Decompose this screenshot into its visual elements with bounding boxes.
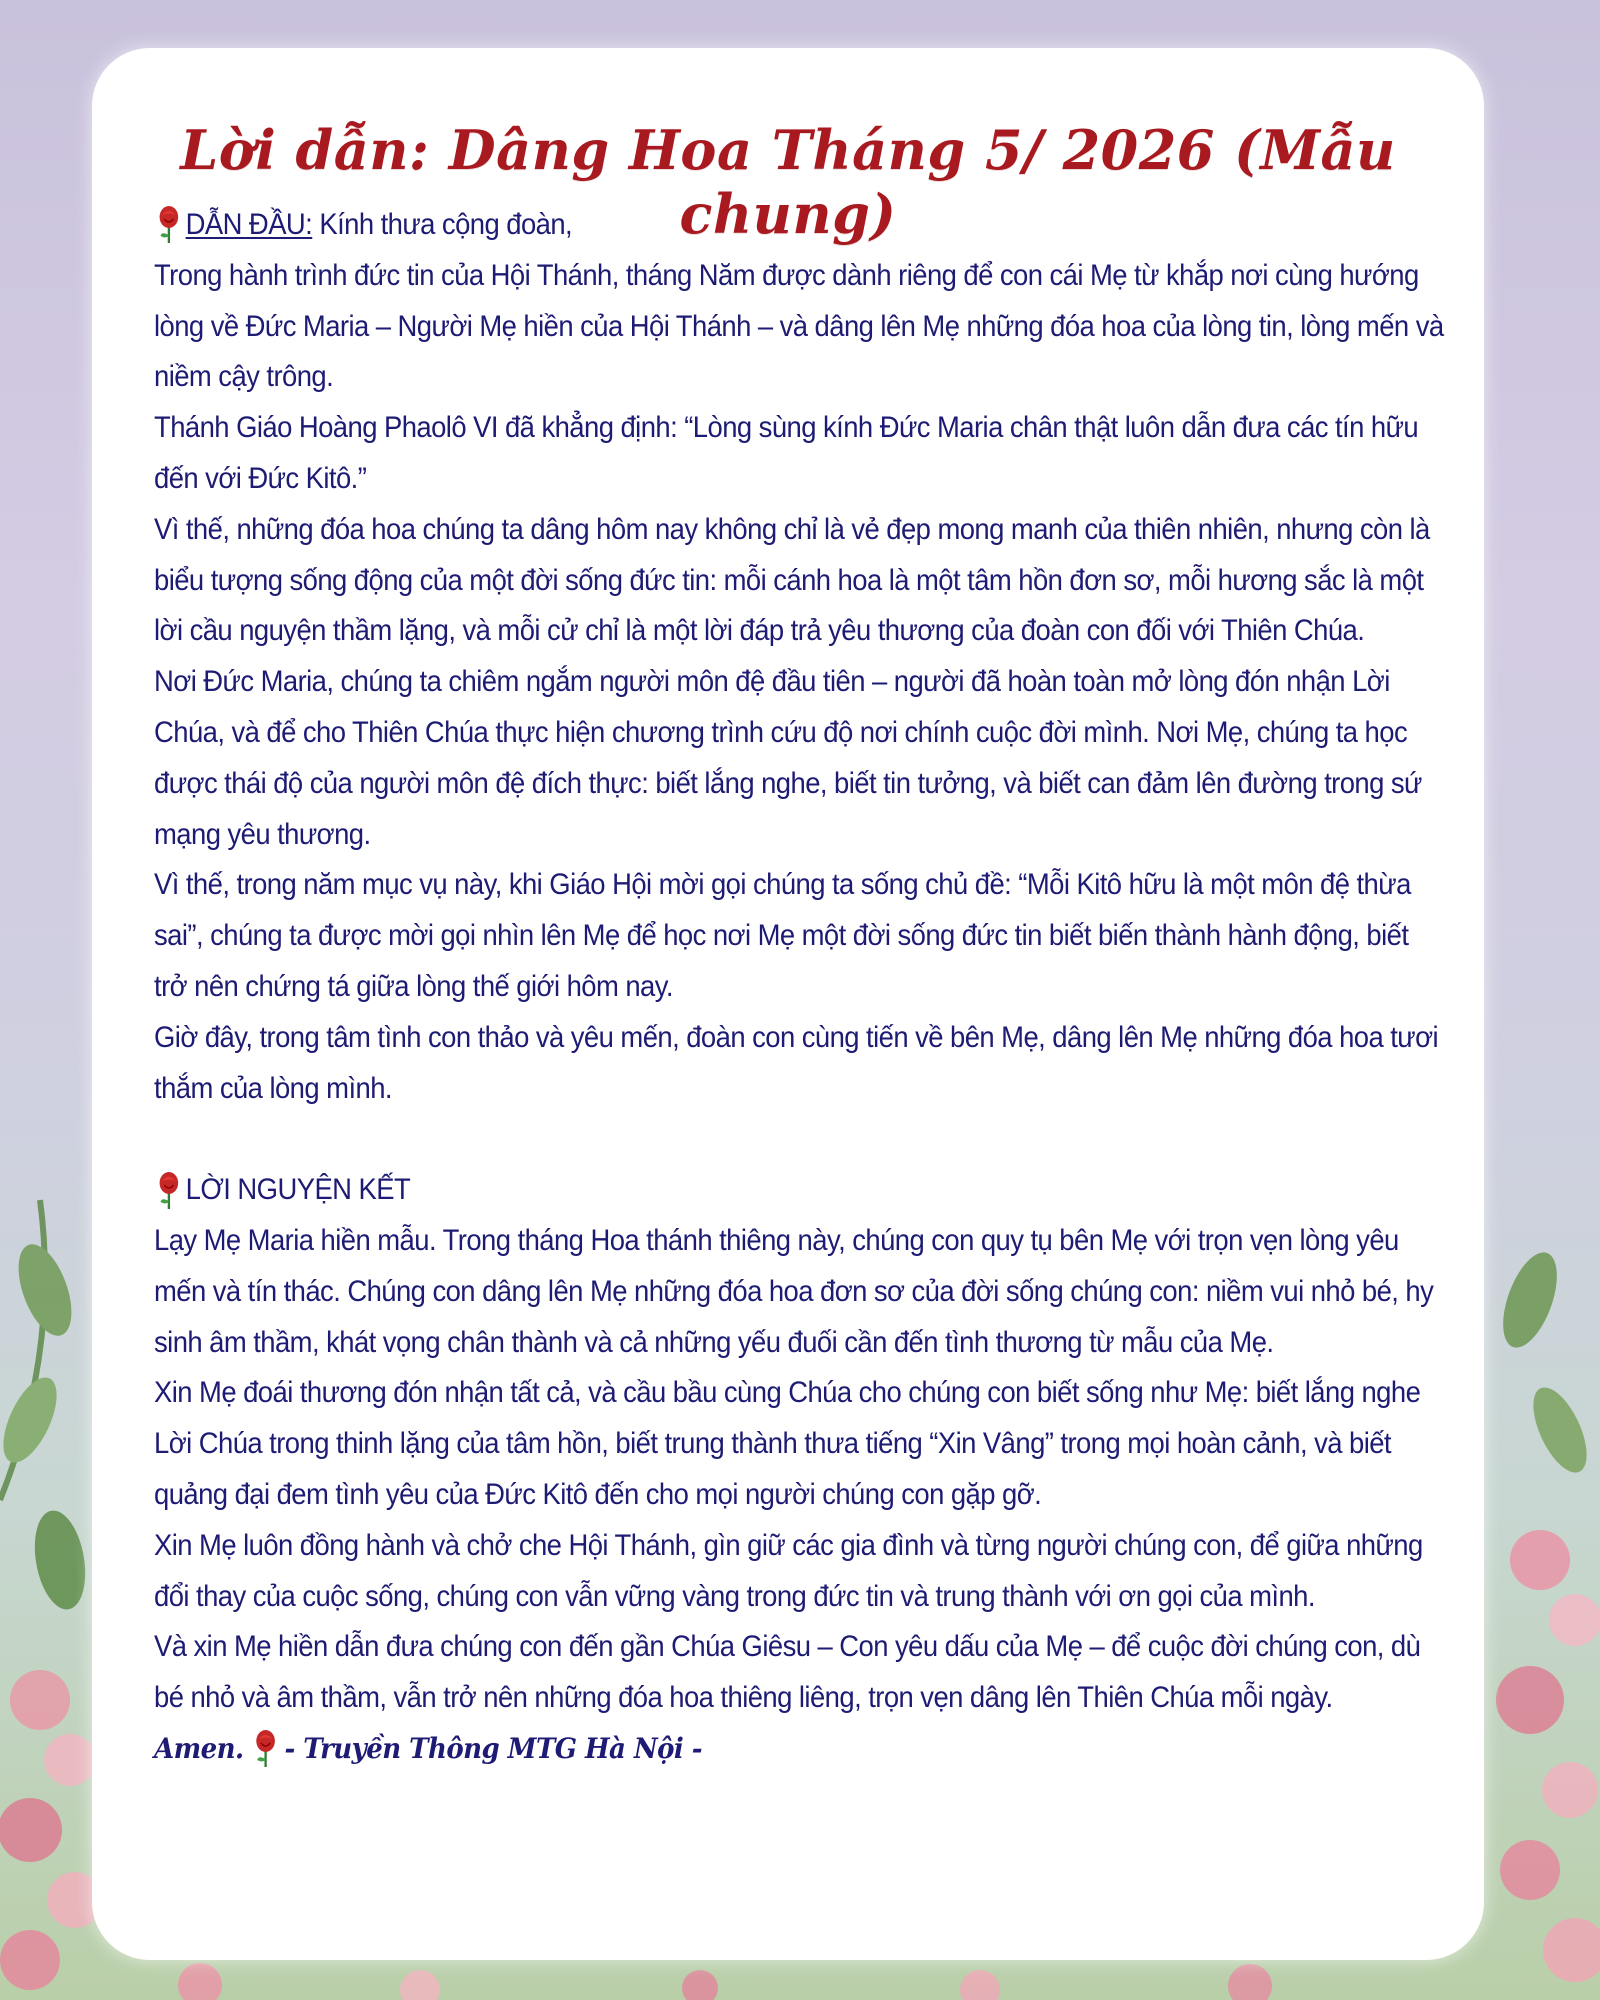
intro-paragraph: Nơi Đức Maria, chúng ta chiêm ngắm người môn đệ đầu tiên – người đã hoàn toàn mở lòng đón nhận Lời Chúa, và để cho Thiên Chúa thực hiện chương trình cứu độ nơi chính cuộc đời mình. Nơi Mẹ, chúng ta học được thái độ của người môn đệ đích thực: biết lắng nghe, biết tin tưởng, và biết can đảm lên đường trong sứ mạng yêu thương. [154,665,1422,851]
intro-paragraph: Thánh Giáo Hoàng Phaolô VI đã khẳng định: “Lòng sùng kính Đức Maria chân thật luôn dẫn đưa các tín hữu đến với Đức Kitô.” [154,411,1419,495]
signature-line [154,1724,1444,1775]
amen-text: Amen. [154,1731,244,1765]
closing-paragraph: Xin Mẹ luôn đồng hành và chở che Hội Thánh, gìn giữ các gia đình và từng người chúng con, để giữa những đổi thay của cuộc sống, chúng con vẫn vững vàng trong đức tin và trung thành với ơn gọi của mình. [154,1528,1423,1613]
red-rose-icon [251,1729,281,1769]
closing-paragraph: Xin Mẹ đoái thương đón nhận tất cả, và cầu bầu cùng Chúa cho chúng con biết sống như Mẹ: biết lắng nghe Lời Chúa trong thinh lặng của tâm hồn, biết trung thành thưa tiếng “Xin Vâng” trong mọi hoàn cảnh, và biết quảng đại đem tình yêu của Đức Kitô đến cho mọi người chúng con gặp gỡ. [154,1376,1421,1511]
closing-heading [154,1165,1444,1216]
intro-paragraph: Giờ đây, trong tâm tình con thảo và yêu mến, đoàn con cùng tiến về bên Mẹ, dâng lên Mẹ những đóa hoa tươi thắm của lòng mình. [154,1020,1439,1105]
intro-paragraph: Trong hành trình đức tin của Hội Thánh, tháng Năm được dành riêng để con cái Mẹ từ khắp nơi cùng hướng lòng về Đức Maria – Người Mẹ hiền của Hội Thánh – và dâng lên Mẹ những đóa hoa của lòng tin, lòng mến và niềm cậy trông. [154,258,1444,394]
intro-paragraph: Vì thế, những đóa hoa chúng ta dâng hôm nay không chỉ là vẻ đẹp mong manh của thiên nhiên, nhưng còn là biểu tượng sống động của một đời sống đức tin: mỗi cánh hoa là một tâm hồn đơn sơ, mỗi hương sắc là một lời cầu nguyện thầm lặng, và mỗi cử chỉ là một lời đáp trả yêu thương của đoàn con đối với Thiên Chúa. [154,512,1430,648]
red-rose-icon [154,205,184,245]
text-body [154,200,1444,1775]
intro-label: DẪN ĐẦU: [185,208,313,241]
section-spacer [154,1114,1444,1165]
intro-heading [154,200,1444,251]
closing-label: LỜI NGUYỆN KẾT [185,1173,411,1207]
content-card [92,48,1484,1960]
intro-greeting: Kính thưa cộng đoàn, [312,208,573,241]
page-title: Lời dẫn: Dâng Hoa Tháng 5/ 2026 (Mẫu chung) [180,118,1396,246]
signature-text: - Truyền Thông MTG Hà Nội - [284,1731,702,1765]
intro-paragraph: Vì thế, trong năm mục vụ này, khi Giáo Hội mời gọi chúng ta sống chủ đề: “Mỗi Kitô hữu là một môn đệ thừa sai”, chúng ta được mời gọi nhìn lên Mẹ để học nơi Mẹ một đời sống đức tin biết biến thành hành động, biết trở nên chứng tá giữa lòng thế giới hôm nay. [154,868,1411,1003]
closing-paragraph: Và xin Mẹ hiền dẫn đưa chúng con đến gần Chúa Giêsu – Con yêu dấu của Mẹ – để cuộc đời chúng con, dù bé nhỏ và âm thầm, vẫn trở nên những đóa hoa thiêng liêng, trọn vẹn dâng lên Thiên Chúa mỗi ngày. [154,1630,1421,1715]
closing-paragraph: Lạy Mẹ Maria hiền mẫu. Trong tháng Hoa thánh thiêng này, chúng con quy tụ bên Mẹ với trọn vẹn lòng yêu mến và tín thác. Chúng con dâng lên Mẹ những đóa hoa đơn sơ của đời sống chúng con: niềm vui nhỏ bé, hy sinh âm thầm, khát vọng chân thành và cả những yếu đuối cần đến tình thương từ mẫu của Mẹ. [154,1223,1434,1359]
red-rose-icon [154,1171,184,1211]
